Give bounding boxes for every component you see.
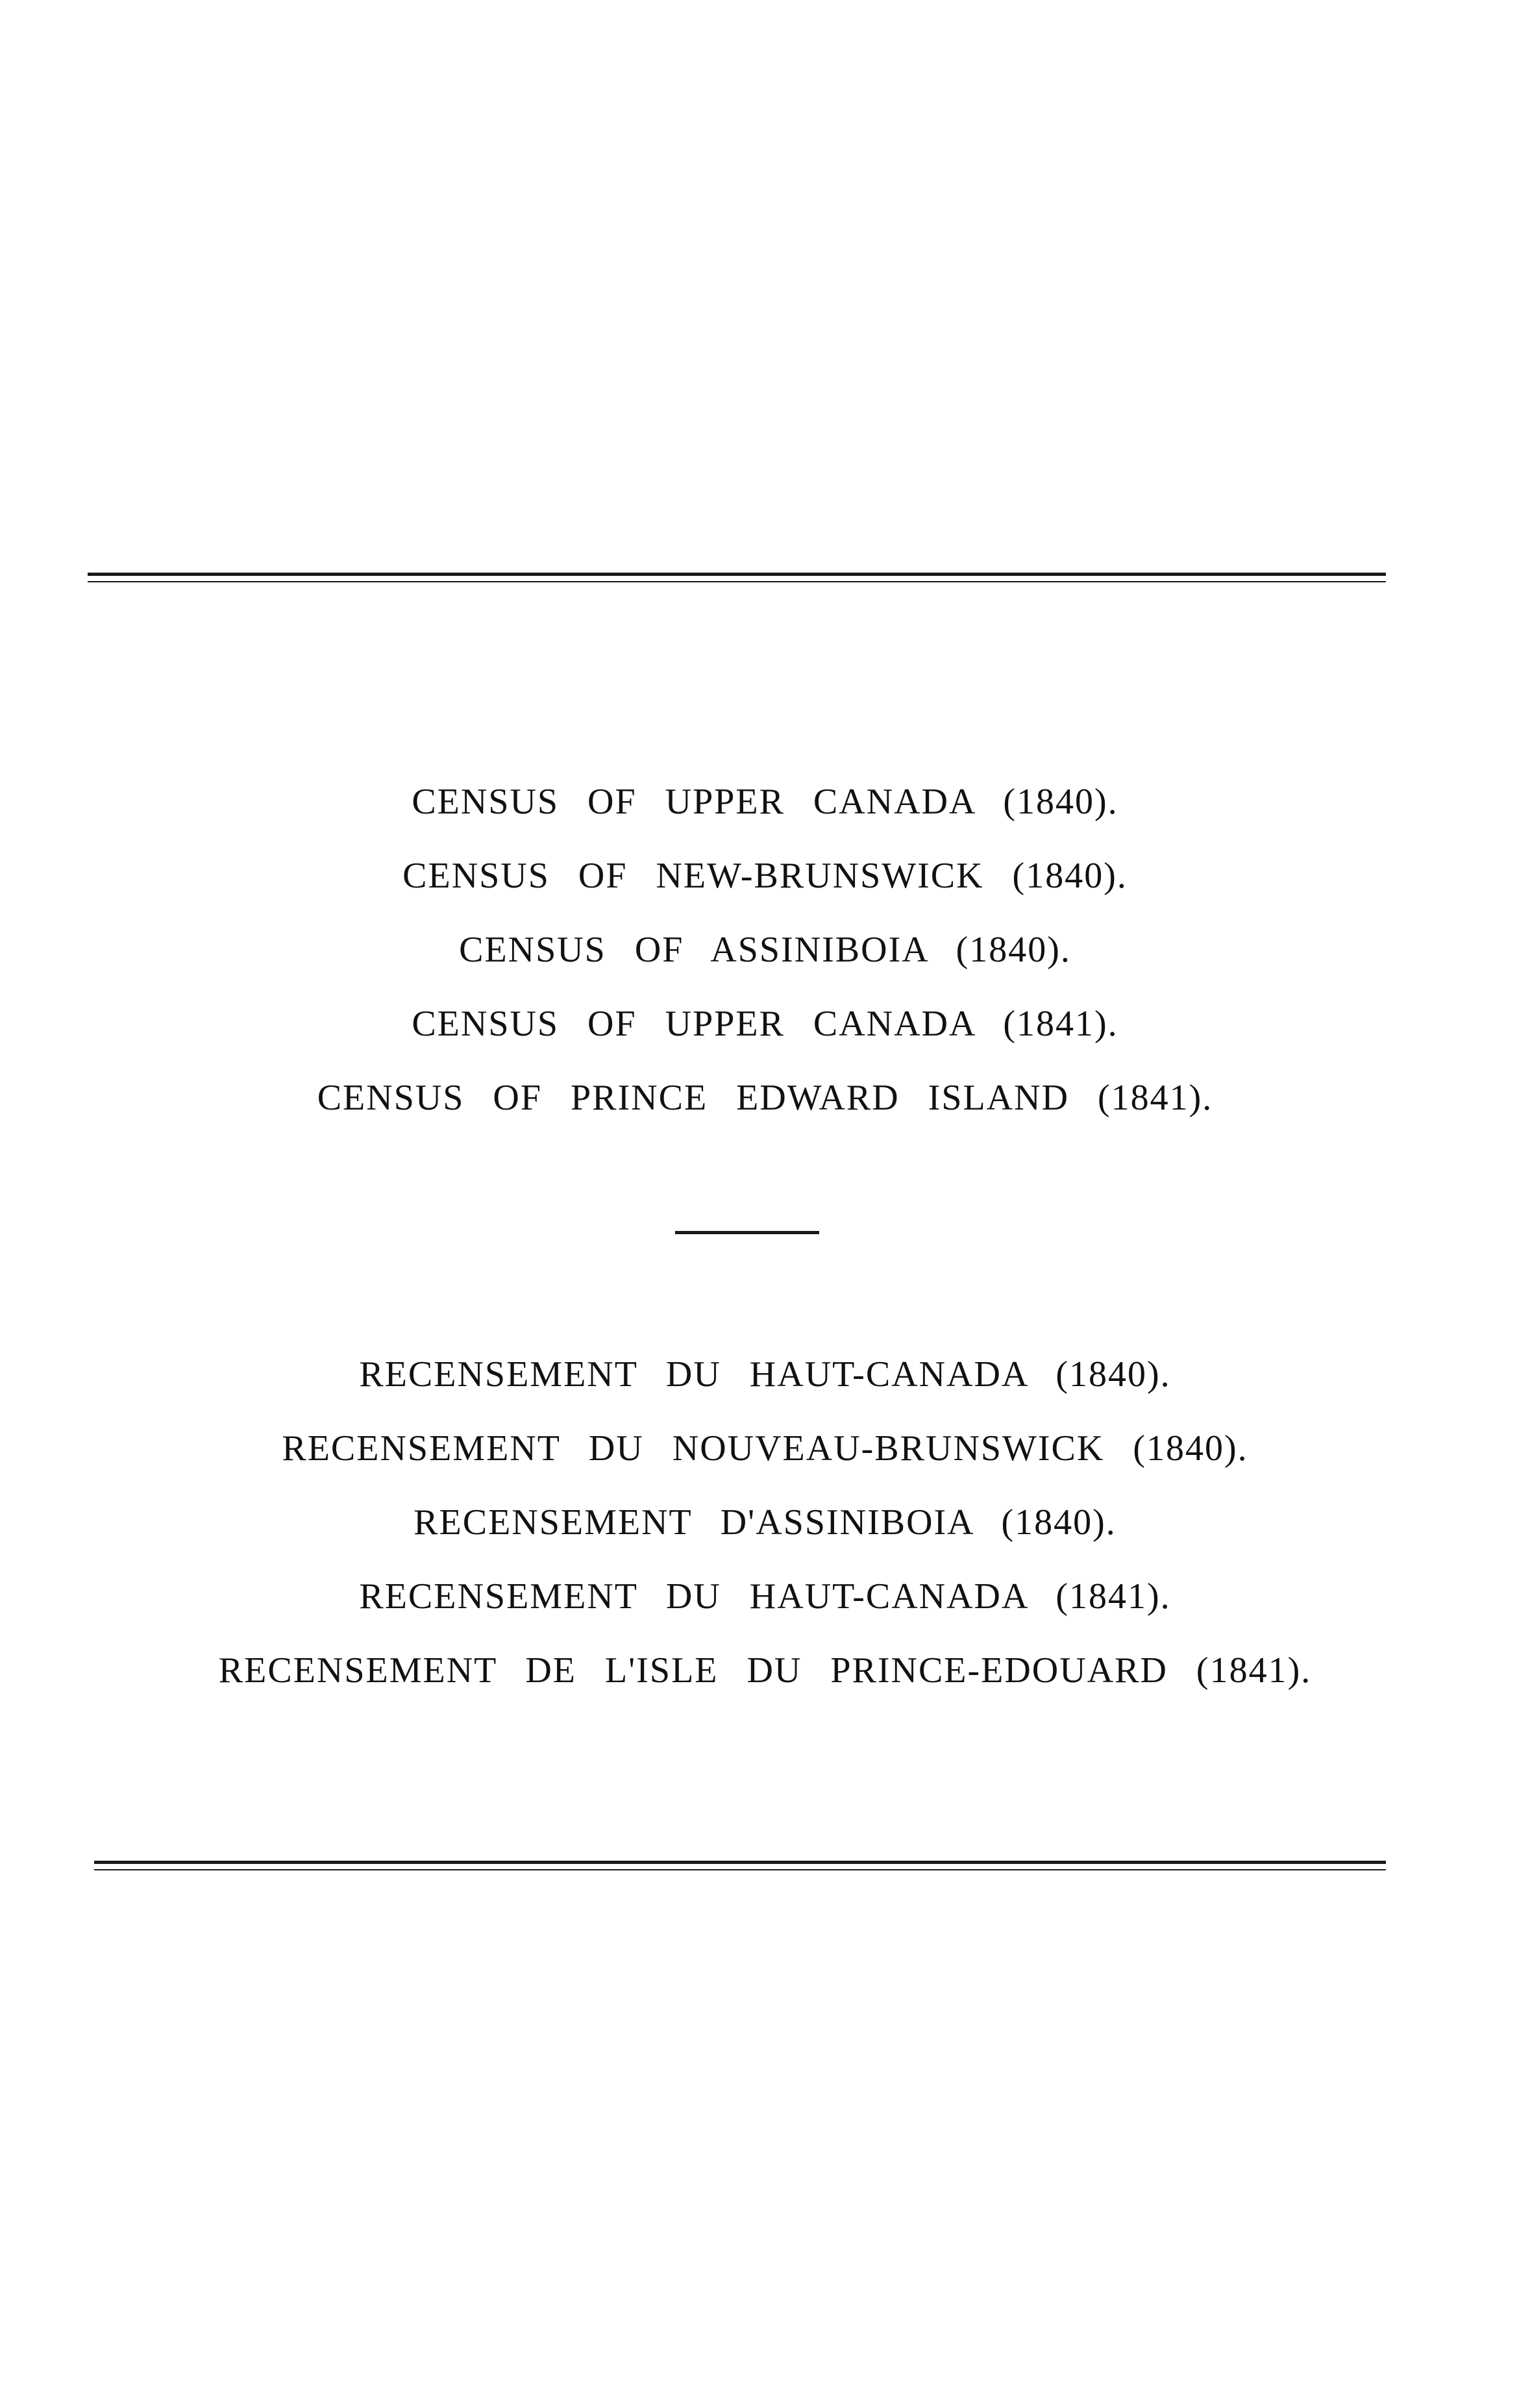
french-title-line: RECENSEMENT DU NOUVEAU-BRUNSWICK (1840).: [282, 1428, 1248, 1469]
bottom-rule-thick-line: [94, 1861, 1386, 1864]
bottom-double-rule: [94, 1861, 1386, 1870]
french-title-line: RECENSEMENT D'ASSINIBOIA (1840).: [413, 1502, 1117, 1543]
english-title-line: CENSUS OF NEW-BRUNSWICK (1840).: [402, 856, 1128, 896]
english-title-line: CENSUS OF UPPER CANADA (1840).: [412, 782, 1118, 822]
top-double-rule: [88, 573, 1386, 582]
section-divider-rule: [675, 1231, 819, 1234]
bottom-rule-thin-line: [94, 1869, 1386, 1870]
french-title-line: RECENSEMENT DU HAUT-CANADA (1840).: [359, 1354, 1171, 1395]
english-census-titles: [0, 765, 1530, 1135]
top-rule-thick-line: [88, 573, 1386, 576]
french-title-line: RECENSEMENT DU HAUT-CANADA (1841).: [359, 1576, 1171, 1617]
english-title-line: CENSUS OF PRINCE EDWARD ISLAND (1841).: [317, 1078, 1213, 1118]
french-census-titles: [0, 1337, 1530, 1707]
french-title-line: RECENSEMENT DE L'ISLE DU PRINCE-EDOUARD (1841).: [218, 1650, 1312, 1691]
english-title-line: CENSUS OF UPPER CANADA (1841).: [412, 1004, 1118, 1044]
english-title-line: CENSUS OF ASSINIBOIA (1840).: [459, 930, 1071, 970]
top-rule-thin-line: [88, 581, 1386, 582]
